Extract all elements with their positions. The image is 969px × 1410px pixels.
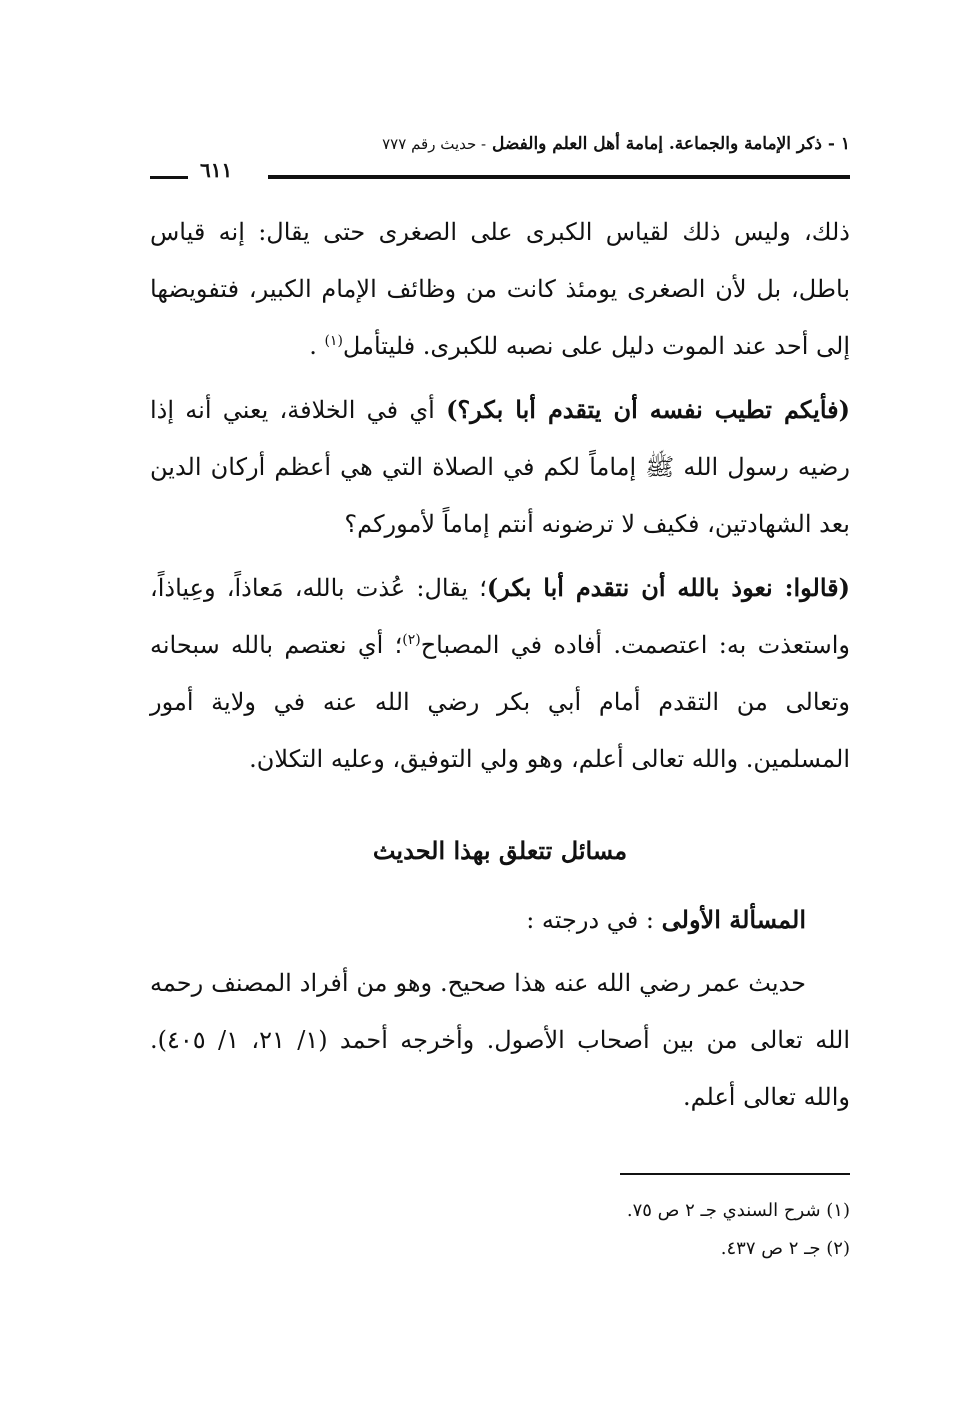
- footnotes: [150, 1192, 850, 1268]
- paragraph-1: [150, 204, 850, 375]
- question-line: [150, 891, 850, 949]
- main-text: [150, 204, 850, 1126]
- footnote-2-number: (٢): [826, 1238, 850, 1259]
- section-title: مسائل تتعلق بهذا الحديث: [372, 836, 628, 865]
- running-head-title: ١ - ذكر الإمامة والجماعة. إمامة أهل العلم والفضل: [492, 134, 850, 154]
- footnote-1: [150, 1192, 850, 1230]
- footnote-marker-2: (٢): [402, 632, 421, 648]
- page-header: [150, 132, 850, 180]
- question-label: المسألة الأولى: [661, 905, 806, 934]
- paragraph-2-text: أي في الخلافة، يعني أنه إذا رضيه رسول الله ﷺ إماماً لكم في الصلاة التي هي أعظم أركان الدين بعد الشهادتين، فكيف لا ترضونه أنتم إماماً لأموركم؟: [150, 396, 850, 538]
- question-text: : في درجته :: [526, 906, 654, 934]
- hadith-reference: - حديث رقم ٧٧٧: [382, 135, 487, 153]
- paragraph-3-text-b: ؛ أي نعتصم بالله سبحانه وتعالى من التقدم أمام أبي بكر رضي الله عنه في ولاية أمور المسلمين. والله تعالى أعلم، وهو ولي التوفيق، وعليه التكلان.: [150, 631, 850, 773]
- footnote-rule: [620, 1173, 850, 1175]
- answer-paragraph: [150, 955, 850, 1126]
- footnote-1-text: شرح السندي جـ ٢ ص ٧٥.: [626, 1200, 821, 1221]
- answer-text: حديث عمر رضي الله عنه هذا صحيح. وهو من أفراد المصنف رحمه الله تعالى من بين أصحاب الأصول. وأخرجه أحمد (١/ ٢١، ١/ ٤٠٥). والله تعالى أعلم.: [150, 969, 850, 1111]
- footnote-1-number: (١): [826, 1200, 850, 1221]
- paragraph-1-end: .: [309, 332, 325, 360]
- paragraph-3-quote: (قالوا: نعوذ بالله أن نتقدم أبا بكر): [486, 573, 850, 602]
- running-head: [382, 134, 850, 154]
- footnote-2: [150, 1230, 850, 1268]
- header-rule-short: [150, 176, 188, 179]
- page-number: ٦١١: [200, 158, 233, 182]
- paragraph-3-text-a: ؛ يقال: عُذت بالله، مَعاذاً، وعِياذاً، واستعذت به: اعتصمت. أفاده في المصباح: [150, 574, 850, 659]
- footnote-marker-1: (١): [324, 333, 343, 349]
- header-rule-long: [268, 175, 850, 179]
- paragraph-3: [150, 559, 850, 788]
- paragraph-2-quote: (فأيكم تطيب نفسه أن يتقدم أبا بكر؟): [446, 395, 850, 424]
- paragraph-1-text: ذلك، وليس ذلك لقياس الكبرى على الصغرى حتى يقال: إنه قياس باطل، بل لأن الصغرى يومئذ كانت من وظائف الإمام الكبير، فتفويضها إلى أحد عند الموت دليل على نصبه للكبرى. فليتأمل: [150, 218, 850, 360]
- paragraph-2: [150, 381, 850, 553]
- footnote-2-text: جـ ٢ ص ٤٣٧.: [720, 1238, 821, 1259]
